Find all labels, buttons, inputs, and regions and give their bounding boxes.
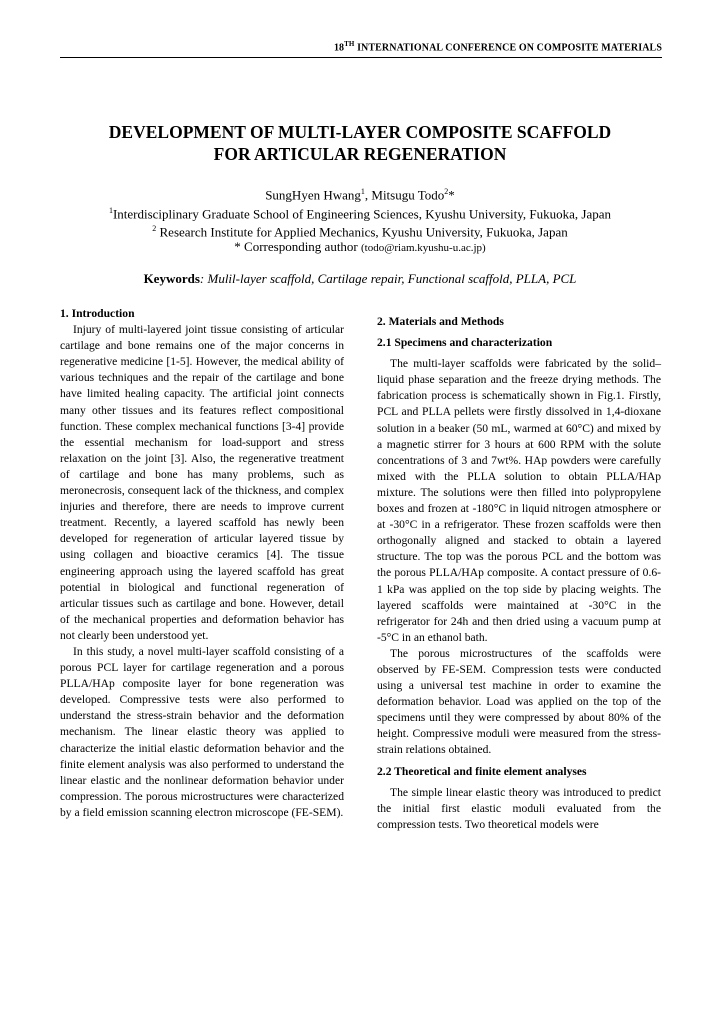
title-line-1: DEVELOPMENT OF MULTI-LAYER COMPOSITE SCAFFOLD <box>108 122 612 142</box>
header-rule <box>60 57 662 58</box>
left-column <box>60 306 344 821</box>
subsection-heading-specimens: 2.1 Specimens and characterization <box>377 336 553 350</box>
keywords-label: Keywords <box>143 271 200 286</box>
header-sup: TH <box>344 40 355 48</box>
title-line-2: FOR ARTICULAR REGENERATION <box>213 144 507 164</box>
header-prefix: 18 <box>333 42 345 54</box>
intro-paragraph-2: In this study, a novel multi-layer scaffold consisting of a porous PCL layer for cartilage regeneration and a porous PLLA/HAp composite layer for bone regeneration was developed. Compressive tests were also performed to understand the stress-strain behavior and the deformation mechanism. The linear elastic theory was applied to characterize the initial elastic deformation behavior and the finite element analysis was also performed to understand the linear elastic and the nonlinear deformation behavior under compression. The porous microstructures were characterized by a field emission scanning electron microscope (FE-SEM). <box>60 644 344 819</box>
intro-paragraph-1: Injury of multi-layered joint tissue consisting of articular cartilage and bone remains one of the major concerns in regenerative medicine [1-5]. However, the medical ability of various techniques and the repair of the cartilage and bone have limited healing capacity. The artificial joint connects many other tissues and its features reflect compositional function. These complex mechanical functions [3-4] provide the essential mechanism for load-support and stress relaxation on the joint [3]. Also, the regenerative treatment of cartilage and bone has many problems, such as meronecrosis, consequent lack of the thickness, and complex injuries and therefore, there are needs to improve current treatment. Recently, a layered scaffold has newly been developed for regeneration of articular layered tissue by using collagen and bioactive ceramics [4]. The tissue engineering approach using the layered scaffold has great potential in biological and functional regeneration of articular tissues such as cartilage and bone. However, detail of the mechanical properties and deformation behavior has not clearly been understood yet. <box>60 323 344 642</box>
corresponding-label: * Corresponding author <box>234 239 362 254</box>
header-rest: INTERNATIONAL CONFERENCE ON COMPOSITE MATERIALS <box>354 42 662 54</box>
paper-title <box>40 121 680 165</box>
affiliation-2-sup: 2 <box>152 224 157 233</box>
affiliation-1-sup: 1 <box>108 206 113 215</box>
author-2: Mitsugu Todo <box>371 187 445 203</box>
section-heading-introduction: 1. Introduction <box>60 307 135 320</box>
subsection-heading-analyses: 2.2 Theoretical and finite element analyses <box>377 764 587 778</box>
right-column <box>377 314 661 833</box>
corresponding-email: (todo@riam.kyushu-u.ac.jp) <box>361 242 486 254</box>
affiliation-2-text: Research Institute for Applied Mechanics, Kyushu University, Fukuoka, Japan <box>156 224 568 240</box>
author-1-sup: 1 <box>360 187 365 196</box>
author-1: SungHyen Hwang <box>265 187 361 203</box>
methods-paragraph-1: The multi-layer scaffolds were fabricated by the solid–liquid phase separation and the freeze drying methods. The fabrication process is schematically shown in Fig.1. Firstly, PCL and PLLA pellets were firstly dissolved in 1,4-dioxane solution in a beaker (50 mL, warmed at 60°C) and mixed by a magnetic stirrer for 3 hours at 600 RPM with the solute concentrations of 3 and 7wt%. HAp powders were carefully mixed with the PLLA solution to obtain PLLA/HAp mixture. The solutions were then filled into polypropylene boxes and frozen at -180°C in liquid nitrogen atmosphere or at -30°C in a refrigerator. These frozen scaffolds were then orthogonally aligned and stacked to obtain a layered structure. The top was the porous PCL and the bottom was the porous PLLA/HAp composite. A contact pressure of 0.6-1 kPa was applied on the top side by placing weights. The layered scaffolds were maintained at -30°C in the refrigerator for 24h and then dried using a vacuum pump at -5°C in an ethanol bath. <box>377 357 661 644</box>
keywords <box>40 271 680 287</box>
methods-paragraph-3: The simple linear elastic theory was introduced to predict the initial first elastic moduli evaluated from the compression tests. Two theoretical models were <box>377 785 661 831</box>
methods-paragraph-2: The porous microstructures of the scaffolds were observed by FE-SEM. Compression tests were conducted using a universal test machine in order to examine the deformation behavior. Load was applied on the top of the specimens until they were compressed by about 80% of the height. Compressive moduli were measured from the stress-strain relations obtained. <box>377 646 661 757</box>
corresponding-author <box>30 238 690 257</box>
affiliation-1-text: Interdisciplinary Graduate School of Engineering Sciences, Kyushu University, Fukuoka, Japan <box>112 206 612 222</box>
keywords-text: : Mulil-layer scaffold, Cartilage repair, Functional scaffold, PLLA, PCL <box>199 271 577 286</box>
section-heading-methods: 2. Materials and Methods <box>377 315 504 328</box>
author-separator: , <box>364 187 372 203</box>
conference-header <box>0 40 662 53</box>
author-2-mark: * <box>448 187 455 203</box>
author-2-sup: 2 <box>444 187 449 196</box>
